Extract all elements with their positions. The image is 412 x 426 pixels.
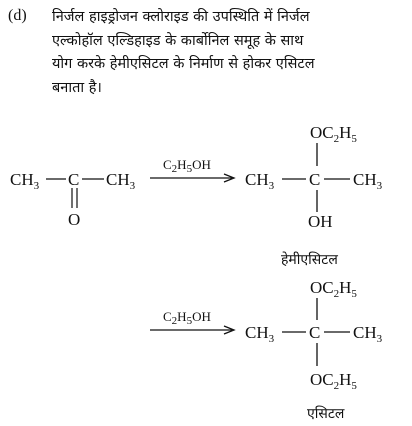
hemiacetal-label: हेमीएसिटल (281, 252, 338, 268)
item-label: (d) (8, 7, 27, 24)
acetal-label: एसिटल (307, 406, 345, 422)
reactant-ch3-right: $CH_3$ (106, 170, 136, 192)
paragraph-line: निर्जल हाइड्रोजन क्लोराइड की उपस्थिति में निर्जल (52, 9, 310, 25)
product-ch3-left: $CH_3$ (245, 170, 275, 192)
product-ch3-left: $CH_3$ (245, 323, 275, 345)
product-carbon: C (309, 323, 321, 342)
reactant-butanone (10, 170, 136, 229)
product-ch3-right: $CH_3$ (353, 170, 383, 192)
product-hemiacetal (245, 123, 383, 268)
bottom-ethoxy: $OC_2H_5$ (310, 370, 357, 392)
hydroxyl: OH (308, 212, 333, 231)
reactant-carbon: C (68, 170, 80, 189)
reagent-label: $C_2H_5OH$ (163, 157, 211, 175)
reaction-arrow-2 (150, 309, 234, 334)
paragraph-line: एल्कोहॉल एल्डिहाइड के कार्बोनिल समूह के साथ (52, 32, 304, 49)
product-carbon: C (309, 170, 321, 189)
product-acetal (245, 278, 383, 422)
paragraph-line: बनाता है। (52, 79, 102, 96)
top-ethoxy: $OC_2H_5$ (310, 278, 357, 300)
carbonyl-oxygen: O (68, 210, 81, 229)
product-ch3-right: $CH_3$ (353, 323, 383, 345)
reactant-ch3-left: $CH_3$ (10, 170, 40, 192)
reaction-arrow-1 (150, 157, 234, 182)
reagent-label: $C_2H_5OH$ (163, 309, 211, 327)
paragraph-line: योग करके हेमीएसिटल के निर्माण से होकर एसिटल (52, 56, 315, 72)
top-ethoxy: $OC_2H_5$ (310, 123, 357, 145)
